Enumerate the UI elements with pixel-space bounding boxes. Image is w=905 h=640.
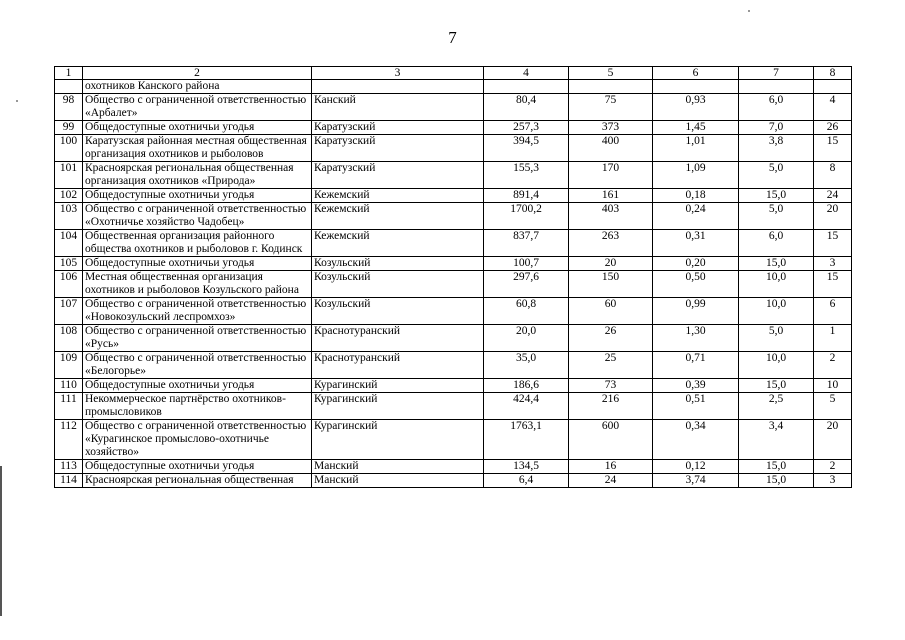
- value-col-5: 150: [569, 271, 653, 298]
- table-row: [55, 393, 852, 420]
- value-col-7: 3,8: [739, 135, 814, 162]
- table-row: [55, 420, 852, 460]
- row-number: 98: [55, 94, 83, 121]
- value-col-7: 3,4: [739, 420, 814, 460]
- value-col-6: 0,18: [653, 189, 739, 203]
- row-number: 109: [55, 352, 83, 379]
- value-col-5: 16: [569, 460, 653, 474]
- value-col-8: 3: [814, 257, 852, 271]
- organization-name: Общедоступные охотничьи угодья: [83, 121, 312, 135]
- value-col-4: 134,5: [484, 460, 569, 474]
- district-name: Козульский: [312, 298, 484, 325]
- value-col-4: 891,4: [484, 189, 569, 203]
- table-row: [55, 460, 852, 474]
- column-header: 3: [312, 67, 484, 80]
- table-row: [55, 298, 852, 325]
- column-header: 7: [739, 67, 814, 80]
- value-col-8: 2: [814, 460, 852, 474]
- district-name: Курагинский: [312, 420, 484, 460]
- value-col-7: 5,0: [739, 162, 814, 189]
- district-name: Курагинский: [312, 393, 484, 420]
- value-col-6: 0,12: [653, 460, 739, 474]
- row-number: 107: [55, 298, 83, 325]
- organization-name: Некоммерческое партнёрство охотников-промысловиков: [83, 393, 312, 420]
- hunting-grounds-table: [54, 66, 851, 488]
- value-col-5: 26: [569, 325, 653, 352]
- value-col-4: 80,4: [484, 94, 569, 121]
- organization-name: Общедоступные охотничьи угодья: [83, 189, 312, 203]
- table-row: [55, 94, 852, 121]
- value-col-4: 155,3: [484, 162, 569, 189]
- value-col-8: 8: [814, 162, 852, 189]
- value-col-6: 0,34: [653, 420, 739, 460]
- value-col-4: 1763,1: [484, 420, 569, 460]
- row-number: 104: [55, 230, 83, 257]
- value-col-6: 1,01: [653, 135, 739, 162]
- district-name: Краснотуранский: [312, 352, 484, 379]
- row-number: 110: [55, 379, 83, 393]
- value-col-4: 100,7: [484, 257, 569, 271]
- district-name: Манский: [312, 474, 484, 488]
- row-number: 102: [55, 189, 83, 203]
- value-col-8: 6: [814, 298, 852, 325]
- row-number: 108: [55, 325, 83, 352]
- table-row: [55, 203, 852, 230]
- value-col-5: 24: [569, 474, 653, 488]
- value-col-8: 20: [814, 420, 852, 460]
- table-row: [55, 325, 852, 352]
- value-col-6: 1,45: [653, 121, 739, 135]
- district-name: Каратузский: [312, 135, 484, 162]
- district-name: Козульский: [312, 271, 484, 298]
- scan-speck: [748, 10, 750, 12]
- district-name: Кежемский: [312, 189, 484, 203]
- value-col-4: 6,4: [484, 474, 569, 488]
- organization-name: Красноярская региональная общественная: [83, 474, 312, 488]
- value-col-8: 4: [814, 94, 852, 121]
- row-number: 111: [55, 393, 83, 420]
- row-number: 100: [55, 135, 83, 162]
- district-name: Кежемский: [312, 203, 484, 230]
- value-col-8: 26: [814, 121, 852, 135]
- value-col-5: 216: [569, 393, 653, 420]
- row-number: 106: [55, 271, 83, 298]
- value-col-6: 1,30: [653, 325, 739, 352]
- value-col-5: 373: [569, 121, 653, 135]
- district-name: Козульский: [312, 257, 484, 271]
- value-col-6: 0,31: [653, 230, 739, 257]
- value-col-4: 35,0: [484, 352, 569, 379]
- value-col-7: 5,0: [739, 325, 814, 352]
- continuation-row: [55, 80, 852, 94]
- organization-name: Общество с ограниченной ответственностью «Новокозульский леспромхоз»: [83, 298, 312, 325]
- value-col-6: 1,09: [653, 162, 739, 189]
- scan-edge-line: [0, 466, 2, 616]
- value-col-4: 424,4: [484, 393, 569, 420]
- row-number: 101: [55, 162, 83, 189]
- value-col-7: 15,0: [739, 460, 814, 474]
- district-name: Кежемский: [312, 230, 484, 257]
- table-row: [55, 352, 852, 379]
- value-col-7: 6,0: [739, 230, 814, 257]
- value-col-7: 10,0: [739, 271, 814, 298]
- column-header: 5: [569, 67, 653, 80]
- row-number: 114: [55, 474, 83, 488]
- table-row: [55, 271, 852, 298]
- value-col-5: 263: [569, 230, 653, 257]
- value-col-4: 1700,2: [484, 203, 569, 230]
- value-col-5: 170: [569, 162, 653, 189]
- row-number: 105: [55, 257, 83, 271]
- value-col-4: 837,7: [484, 230, 569, 257]
- value-col-6: 0,39: [653, 379, 739, 393]
- header-row: [55, 67, 852, 80]
- value-col-7: 10,0: [739, 298, 814, 325]
- value-col-8: 24: [814, 189, 852, 203]
- value-col-5: 400: [569, 135, 653, 162]
- value-col-8: 5: [814, 393, 852, 420]
- organization-name: Общество с ограниченной ответственностью «Курагинское промыслово-охотничье хозяйство»: [83, 420, 312, 460]
- organization-name: Местная общественная организация охотников и рыболовов Козульского района: [83, 271, 312, 298]
- row-number: 113: [55, 460, 83, 474]
- district-name: Канский: [312, 94, 484, 121]
- district-name: Каратузский: [312, 121, 484, 135]
- table-row: [55, 121, 852, 135]
- value-col-6: 3,74: [653, 474, 739, 488]
- table-row: [55, 379, 852, 393]
- column-header: 4: [484, 67, 569, 80]
- value-col-7: 2,5: [739, 393, 814, 420]
- value-col-8: 20: [814, 203, 852, 230]
- value-col-6: 0,93: [653, 94, 739, 121]
- column-header: 2: [83, 67, 312, 80]
- value-col-6: 0,51: [653, 393, 739, 420]
- value-col-8: 2: [814, 352, 852, 379]
- value-col-8: 15: [814, 230, 852, 257]
- district-name: Краснотуранский: [312, 325, 484, 352]
- district-name: Каратузский: [312, 162, 484, 189]
- value-col-5: 403: [569, 203, 653, 230]
- value-col-7: 15,0: [739, 474, 814, 488]
- table-row: [55, 135, 852, 162]
- page-number: 7: [448, 28, 457, 47]
- value-col-4: 186,6: [484, 379, 569, 393]
- organization-name: Общедоступные охотничьи угодья: [83, 379, 312, 393]
- value-col-6: 0,50: [653, 271, 739, 298]
- organization-name: Общество с ограниченной ответственностью «Арбалет»: [83, 94, 312, 121]
- organization-name: Общедоступные охотничьи угодья: [83, 257, 312, 271]
- column-header: 1: [55, 67, 83, 80]
- value-col-8: 3: [814, 474, 852, 488]
- value-col-5: 60: [569, 298, 653, 325]
- value-col-6: 0,24: [653, 203, 739, 230]
- value-col-4: 297,6: [484, 271, 569, 298]
- organization-name: Общество с ограниченной ответственностью «Белогорье»: [83, 352, 312, 379]
- value-col-6: 0,71: [653, 352, 739, 379]
- organization-name: Красноярская региональная общественная организация охотников «Природа»: [83, 162, 312, 189]
- value-col-7: 15,0: [739, 257, 814, 271]
- value-col-8: 10: [814, 379, 852, 393]
- value-col-7: 15,0: [739, 189, 814, 203]
- value-col-5: 161: [569, 189, 653, 203]
- table-row: [55, 230, 852, 257]
- column-header: 6: [653, 67, 739, 80]
- value-col-5: 75: [569, 94, 653, 121]
- continuation-text: охотников Канского района: [83, 80, 312, 94]
- value-col-5: 73: [569, 379, 653, 393]
- value-col-7: 5,0: [739, 203, 814, 230]
- value-col-5: 600: [569, 420, 653, 460]
- value-col-7: 15,0: [739, 379, 814, 393]
- district-name: Курагинский: [312, 379, 484, 393]
- organization-name: Общедоступные охотничьи угодья: [83, 460, 312, 474]
- organization-name: Каратузская районная местная общественная организация охотников и рыболовов: [83, 135, 312, 162]
- value-col-7: 10,0: [739, 352, 814, 379]
- table-row: [55, 162, 852, 189]
- value-col-8: 15: [814, 271, 852, 298]
- table-row: [55, 257, 852, 271]
- column-header: 8: [814, 67, 852, 80]
- value-col-5: 20: [569, 257, 653, 271]
- table-row: [55, 474, 852, 488]
- row-number: 103: [55, 203, 83, 230]
- value-col-7: 7,0: [739, 121, 814, 135]
- value-col-8: 15: [814, 135, 852, 162]
- value-col-6: 0,20: [653, 257, 739, 271]
- value-col-4: 60,8: [484, 298, 569, 325]
- row-number: 112: [55, 420, 83, 460]
- value-col-7: 6,0: [739, 94, 814, 121]
- value-col-8: 1: [814, 325, 852, 352]
- value-col-6: 0,99: [653, 298, 739, 325]
- value-col-4: 20,0: [484, 325, 569, 352]
- table-row: [55, 189, 852, 203]
- value-col-5: 25: [569, 352, 653, 379]
- district-name: Манский: [312, 460, 484, 474]
- scan-speck: [16, 100, 18, 102]
- organization-name: Общественная организация районного общества охотников и рыболовов г. Кодинск: [83, 230, 312, 257]
- row-number: 99: [55, 121, 83, 135]
- organization-name: Общество с ограниченной ответственностью «Русь»: [83, 325, 312, 352]
- value-col-4: 394,5: [484, 135, 569, 162]
- organization-name: Общество с ограниченной ответственностью «Охотничье хозяйство Чадобец»: [83, 203, 312, 230]
- value-col-4: 257,3: [484, 121, 569, 135]
